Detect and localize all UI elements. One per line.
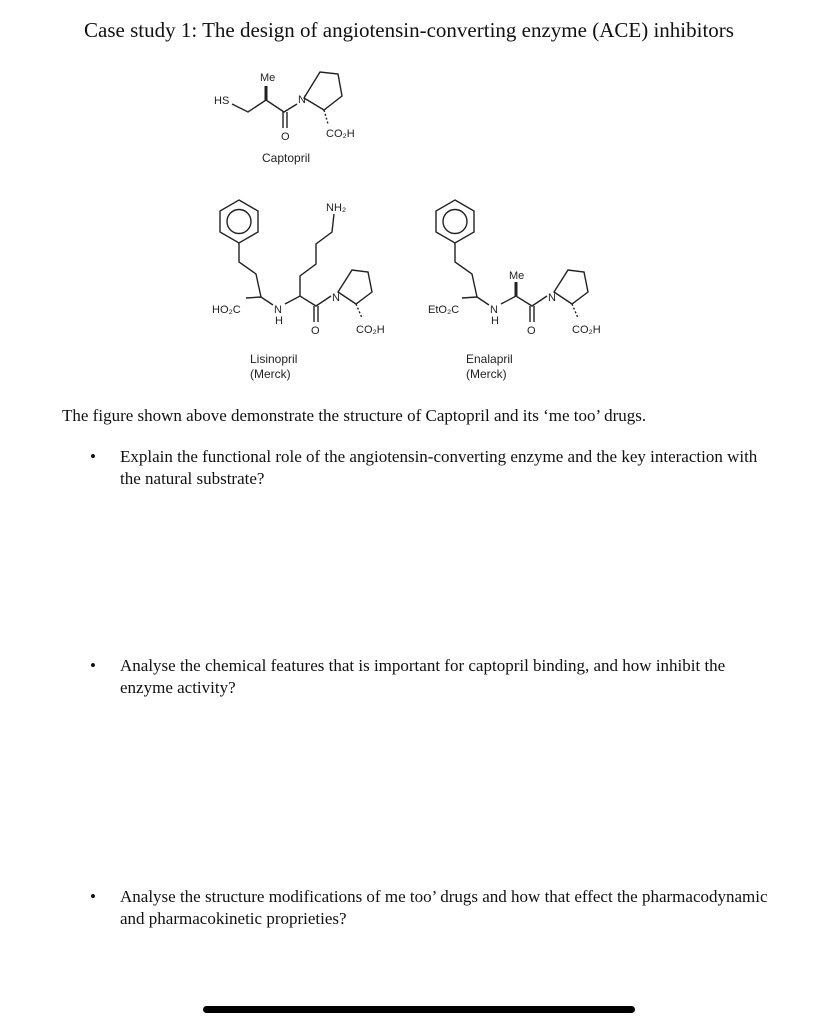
lisinopril-name: Lisinopril bbox=[250, 352, 298, 366]
enalapril-co2h-label: CO₂H bbox=[572, 324, 601, 336]
lisinopril-co2h-label: CO₂H bbox=[356, 324, 385, 336]
lisinopril-o-label: O bbox=[311, 325, 320, 337]
bullet-mark: • bbox=[90, 887, 96, 906]
enalapril-company: (Merck) bbox=[466, 367, 507, 381]
question-2-text: Analyse the chemical features that is important for captopril binding, and how inhibit the enzyme activity? bbox=[120, 656, 726, 697]
lisinopril-n-label: N bbox=[332, 292, 340, 304]
captopril-hs-label: HS bbox=[214, 95, 230, 107]
enalapril-o-label: O bbox=[527, 325, 536, 337]
lisinopril-company: (Merck) bbox=[250, 367, 291, 381]
enalapril-eto2c-label: EtO₂C bbox=[428, 304, 460, 316]
captopril-name: Captopril bbox=[262, 151, 311, 165]
page-title: Case study 1: The design of angiotensin-converting enzyme (ACE) inhibitors bbox=[84, 18, 734, 42]
lisinopril-structure bbox=[220, 200, 372, 322]
enalapril-name: Enalapril bbox=[466, 352, 513, 366]
bullet-mark: • bbox=[90, 447, 96, 466]
question-3-text: Analyse the structure modifications of me too’ drugs and how that effect the pharmacodynamic and pharmacokinetic proprieties? bbox=[120, 887, 768, 928]
intro-paragraph: The figure shown above demonstrate the structure of Captopril and its ‘me too’ drugs. bbox=[62, 406, 647, 425]
home-indicator-bar[interactable] bbox=[203, 1006, 635, 1013]
question-1-text: Explain the functional role of the angiotensin-converting enzyme and the key interaction with the natural substrate? bbox=[120, 447, 758, 488]
captopril-n-label: N bbox=[298, 94, 306, 106]
lisinopril-nh2-label: NH₂ bbox=[326, 202, 347, 214]
enalapril-h-label: H bbox=[491, 315, 499, 327]
enalapril-me-label: Me bbox=[509, 270, 525, 282]
question-2 bbox=[90, 655, 780, 699]
lisinopril-ho2c-label: HO₂C bbox=[212, 304, 241, 316]
captopril-structure bbox=[232, 72, 342, 128]
lisinopril-nh-label: N bbox=[274, 304, 282, 316]
captopril-o-label: O bbox=[281, 131, 290, 143]
lisinopril-h-label: H bbox=[275, 315, 283, 327]
captopril-me-label: Me bbox=[260, 72, 276, 84]
enalapril-nh-label: N bbox=[490, 304, 498, 316]
bullet-mark: • bbox=[90, 656, 96, 675]
captopril-co2h-label: CO₂H bbox=[326, 128, 355, 140]
question-3 bbox=[90, 886, 780, 930]
question-1 bbox=[90, 446, 780, 490]
chemical-structures-figure bbox=[0, 0, 818, 400]
enalapril-n-label: N bbox=[548, 292, 556, 304]
